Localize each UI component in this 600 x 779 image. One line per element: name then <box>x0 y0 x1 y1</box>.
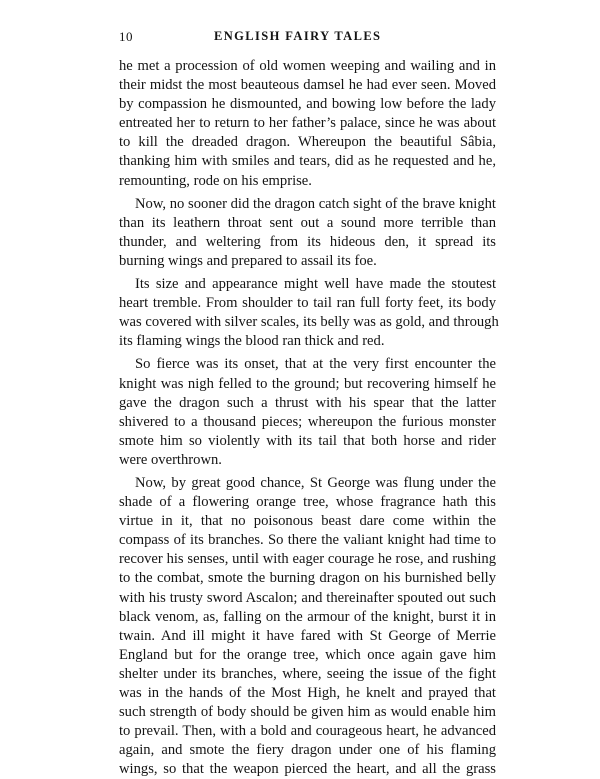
text-line: was in the hands of the Most High, he knelt and prayed that <box>119 685 496 701</box>
body-text <box>119 57 499 779</box>
paragraph <box>119 195 496 271</box>
text-line: shelter under its branches, where, seeing the issue of the fight <box>119 665 496 682</box>
text-line: were overthrown. <box>119 451 222 468</box>
text-line: thunder, and weltering from its hideous den, it spread its <box>119 233 496 250</box>
text-line: knight was nigh felled to the ground; but recovering himself he <box>119 375 496 392</box>
text-line: thanking him with smiles and tears, did as he requested and he, <box>119 153 496 170</box>
text-line: entreated her to return to her father’s palace, since he was about <box>119 115 496 132</box>
text-line: heart tremble. From shoulder to tail ran full forty feet, its body <box>119 295 496 312</box>
running-head <box>119 29 494 47</box>
text-line: remounting, rode on his emprise. <box>119 172 312 189</box>
text-line: wings, so that the weapon pierced the heart, and all the grass <box>119 761 496 778</box>
text-line: recover his senses, until with eager courage he rose, and rushing <box>119 551 496 568</box>
paragraph <box>119 57 496 191</box>
text-line: shivered to a thousand pieces; whereupon the furious monster <box>119 413 496 430</box>
text-line: he met a procession of old women weeping and wailing and in <box>119 58 496 74</box>
page-number: 10 <box>119 29 133 44</box>
text-line: than its leathern throat sent out a sound more terrible than <box>119 214 496 231</box>
text-line: by compassion he dismounted, and bowing low before the lady <box>119 96 496 113</box>
text-line: with his trusty sword Ascalon; and thereinafter spouted out such <box>119 589 496 606</box>
text-line: their midst the most beauteous damsel he had ever seen. Moved <box>119 77 496 94</box>
text-line: Now, no sooner did the dragon catch sight of the brave knight <box>135 195 496 212</box>
text-line: such strength of body should be given him as would enable him <box>119 704 496 721</box>
paragraph <box>119 355 496 470</box>
paragraph <box>119 275 499 351</box>
text-line: England but for the orange tree, which once again gave him <box>119 646 496 663</box>
text-line: was covered with silver scales, its belly was as gold, and through <box>119 314 499 331</box>
text-line: Now, by great good chance, St George was flung under the <box>135 474 496 491</box>
text-line: So fierce was its onset, that at the very first encounter the <box>135 356 496 373</box>
text-line: virtue in it, that no poisonous beast dare come within the <box>119 513 496 530</box>
text-line: to the combat, smote the burning dragon on his burnished belly <box>119 570 496 587</box>
text-line: compass of its branches. So there the valiant knight had time to <box>119 532 496 549</box>
text-line: twain. And ill might it have fared with St George of Merrie <box>119 627 496 644</box>
text-line: to kill the dreaded dragon. Whereupon the beautiful Sâbia, <box>119 134 496 151</box>
paragraph <box>119 474 496 779</box>
text-line: burning wings and prepared to assail its foe. <box>119 252 377 269</box>
text-line: Its size and appearance might well have made the stoutest <box>135 276 496 293</box>
text-line: its flaming wings the blood ran thick and red. <box>119 333 385 350</box>
text-line: shade of a flowering orange tree, whose fragrance hath this <box>119 494 496 511</box>
text-line: again, and smote the fiery dragon under one of his flaming <box>119 742 496 759</box>
text-line: gave the dragon such a thrust with his spear that the latter <box>119 394 496 411</box>
running-title: ENGLISH FAIRY TALES <box>214 29 382 43</box>
text-line: to prevail. Then, with a bold and courageous heart, he advanced <box>119 723 496 740</box>
text-line: black venom, as, falling on the armour of the knight, burst it in <box>119 608 496 625</box>
text-line: smote him so violently with its tail that both horse and rider <box>119 432 496 449</box>
